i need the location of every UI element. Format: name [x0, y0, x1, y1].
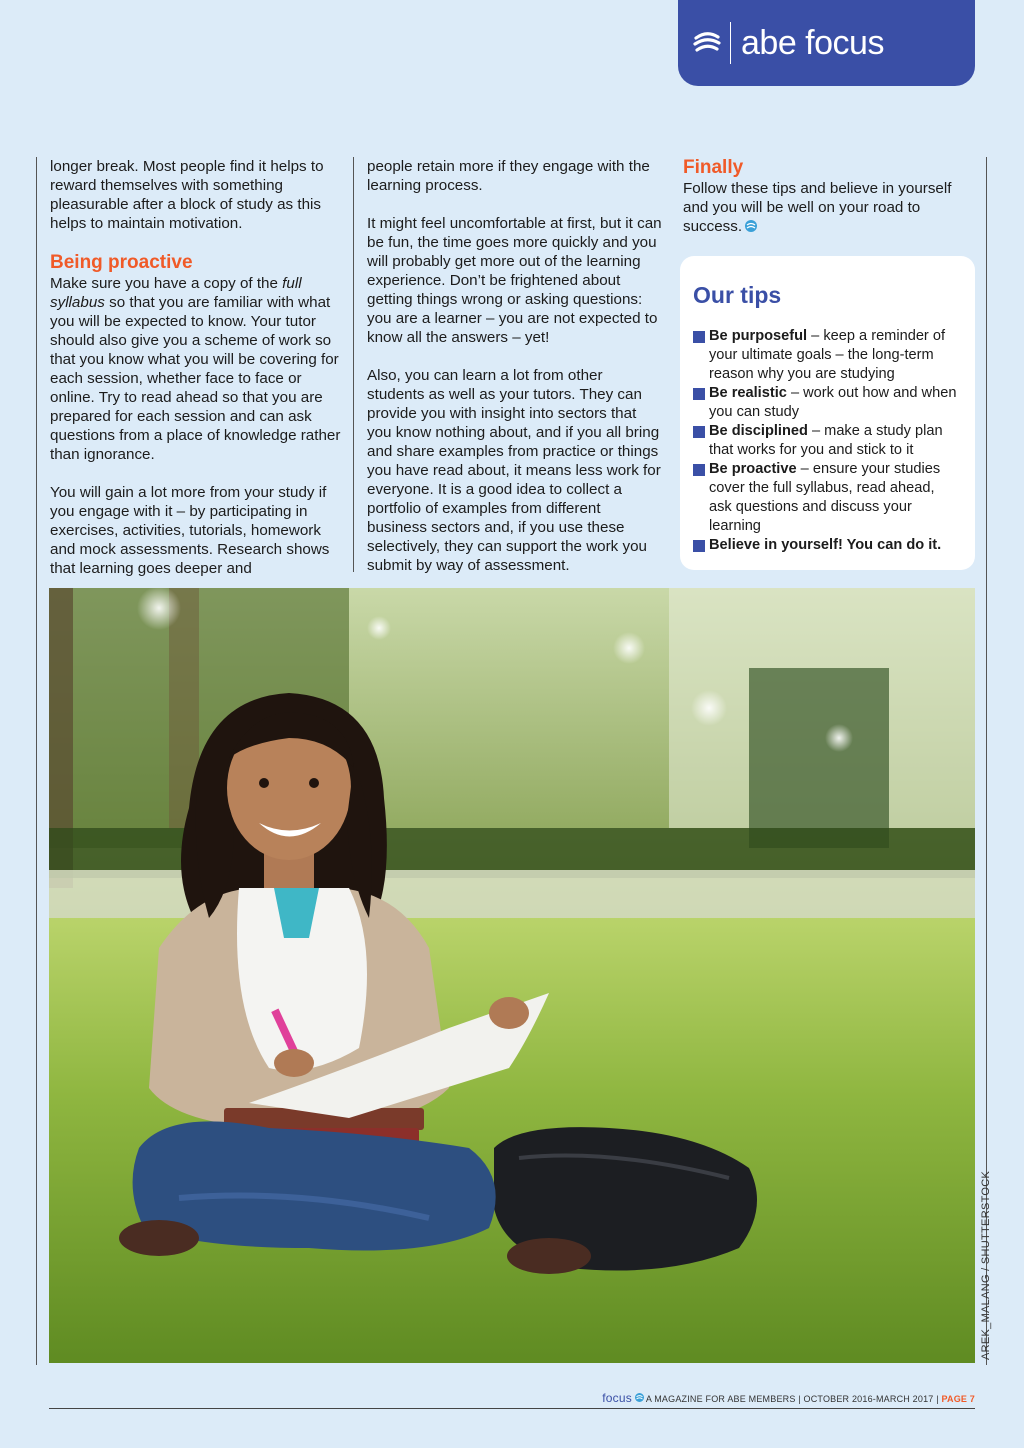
column-two [353, 157, 663, 572]
emphasis-full-syllabus: full syllabus [50, 275, 302, 311]
col1-paragraph-3: You will gain a lot more from your study if you engage with it – by participating in exercises, activities, tutorials, homework and mock assessments. Research shows that learning goes deeper and [50, 484, 330, 577]
bullet-square-icon [693, 331, 705, 343]
tip-item: Believe in yourself! You can do it. [693, 536, 961, 555]
section-title: abe focus [741, 23, 884, 62]
student-on-grass-illustration [49, 588, 975, 1363]
col1-paragraph-1: longer break. Most people find it helps to reward themselves with something pleasurable after a block of study as this helps to maintain motivation. [50, 158, 324, 232]
end-mark-logo-icon [745, 220, 757, 232]
col2-paragraph-2: It might feel uncomfortable at first, but it can be fun, the time goes more quickly and you will probably get more out of the learning experience. Don’t be frightened about getting things wrong or asking questions: you are a learner – you are not expected to know all the answers – yet! [367, 215, 662, 346]
footer-rule [49, 1408, 975, 1409]
page-footer: focus A MAGAZINE FOR ABE MEMBERS | OCTOBER 2016-MARCH 2017 | PAGE 7 [602, 1391, 975, 1405]
tip-item: Be proactive – ensure your studies cover the full syllabus, read ahead, ask questions and discuss your learning [693, 460, 961, 536]
footer-tagline: A MAGAZINE FOR ABE MEMBERS [645, 1394, 796, 1404]
student-photo [49, 588, 975, 1363]
header-divider [730, 22, 731, 64]
section-header-tab [678, 0, 975, 86]
tip-item: Be disciplined – make a study plan that works for you and stick to it [693, 422, 961, 460]
footer-logo-icon [635, 1393, 644, 1402]
col3-paragraph-1: Follow these tips and believe in yourself and you will be well on your road to success. [683, 180, 952, 235]
bullet-square-icon [693, 426, 705, 438]
tips-title: Our tips [693, 282, 782, 308]
photo-credit: AREK_MALANG / SHUTTERSTOCK [980, 1170, 992, 1360]
tip-item: Be purposeful – keep a reminder of your ultimate goals – the long-term reason why you are studying [693, 327, 961, 384]
page-number: PAGE 7 [941, 1394, 975, 1404]
heading-finally: Finally [683, 157, 744, 178]
bullet-square-icon [693, 388, 705, 400]
abe-swirl-logo-icon [692, 28, 722, 58]
tip-item: Be realistic – work out how and when you can study [693, 384, 961, 422]
tips-list [693, 327, 961, 555]
col2-paragraph-3: Also, you can learn a lot from other students as well as your tutors. They can provide you with insight into sectors that you know nothing about, and if you all bring and share examples from practice or things you have read about, it means less work for everyone. It is a good idea to collect a portfolio of examples from different business sectors and, if you use these selectively, they can support the work you submit by way of assessment. [367, 367, 661, 574]
bullet-square-icon [693, 540, 705, 552]
footer-brand: focus [602, 1391, 632, 1405]
col1-paragraph-2: Make sure you have a copy of the full syllabus so that you are familiar with what you will be expected to know. Your tutor should also give you a scheme of work so that you know what you will be covering for each session, whether face to face or online. Try to read ahead so that you are prepared for each session and can ask questions from a place of knowledge rather than ignorance. [50, 275, 341, 463]
col2-paragraph-1: people retain more if they engage with the learning process. [367, 158, 650, 194]
heading-being-proactive: Being proactive [50, 252, 193, 273]
footer-date: OCTOBER 2016-MARCH 2017 [803, 1394, 934, 1404]
bullet-square-icon [693, 464, 705, 476]
our-tips-box [680, 256, 975, 570]
